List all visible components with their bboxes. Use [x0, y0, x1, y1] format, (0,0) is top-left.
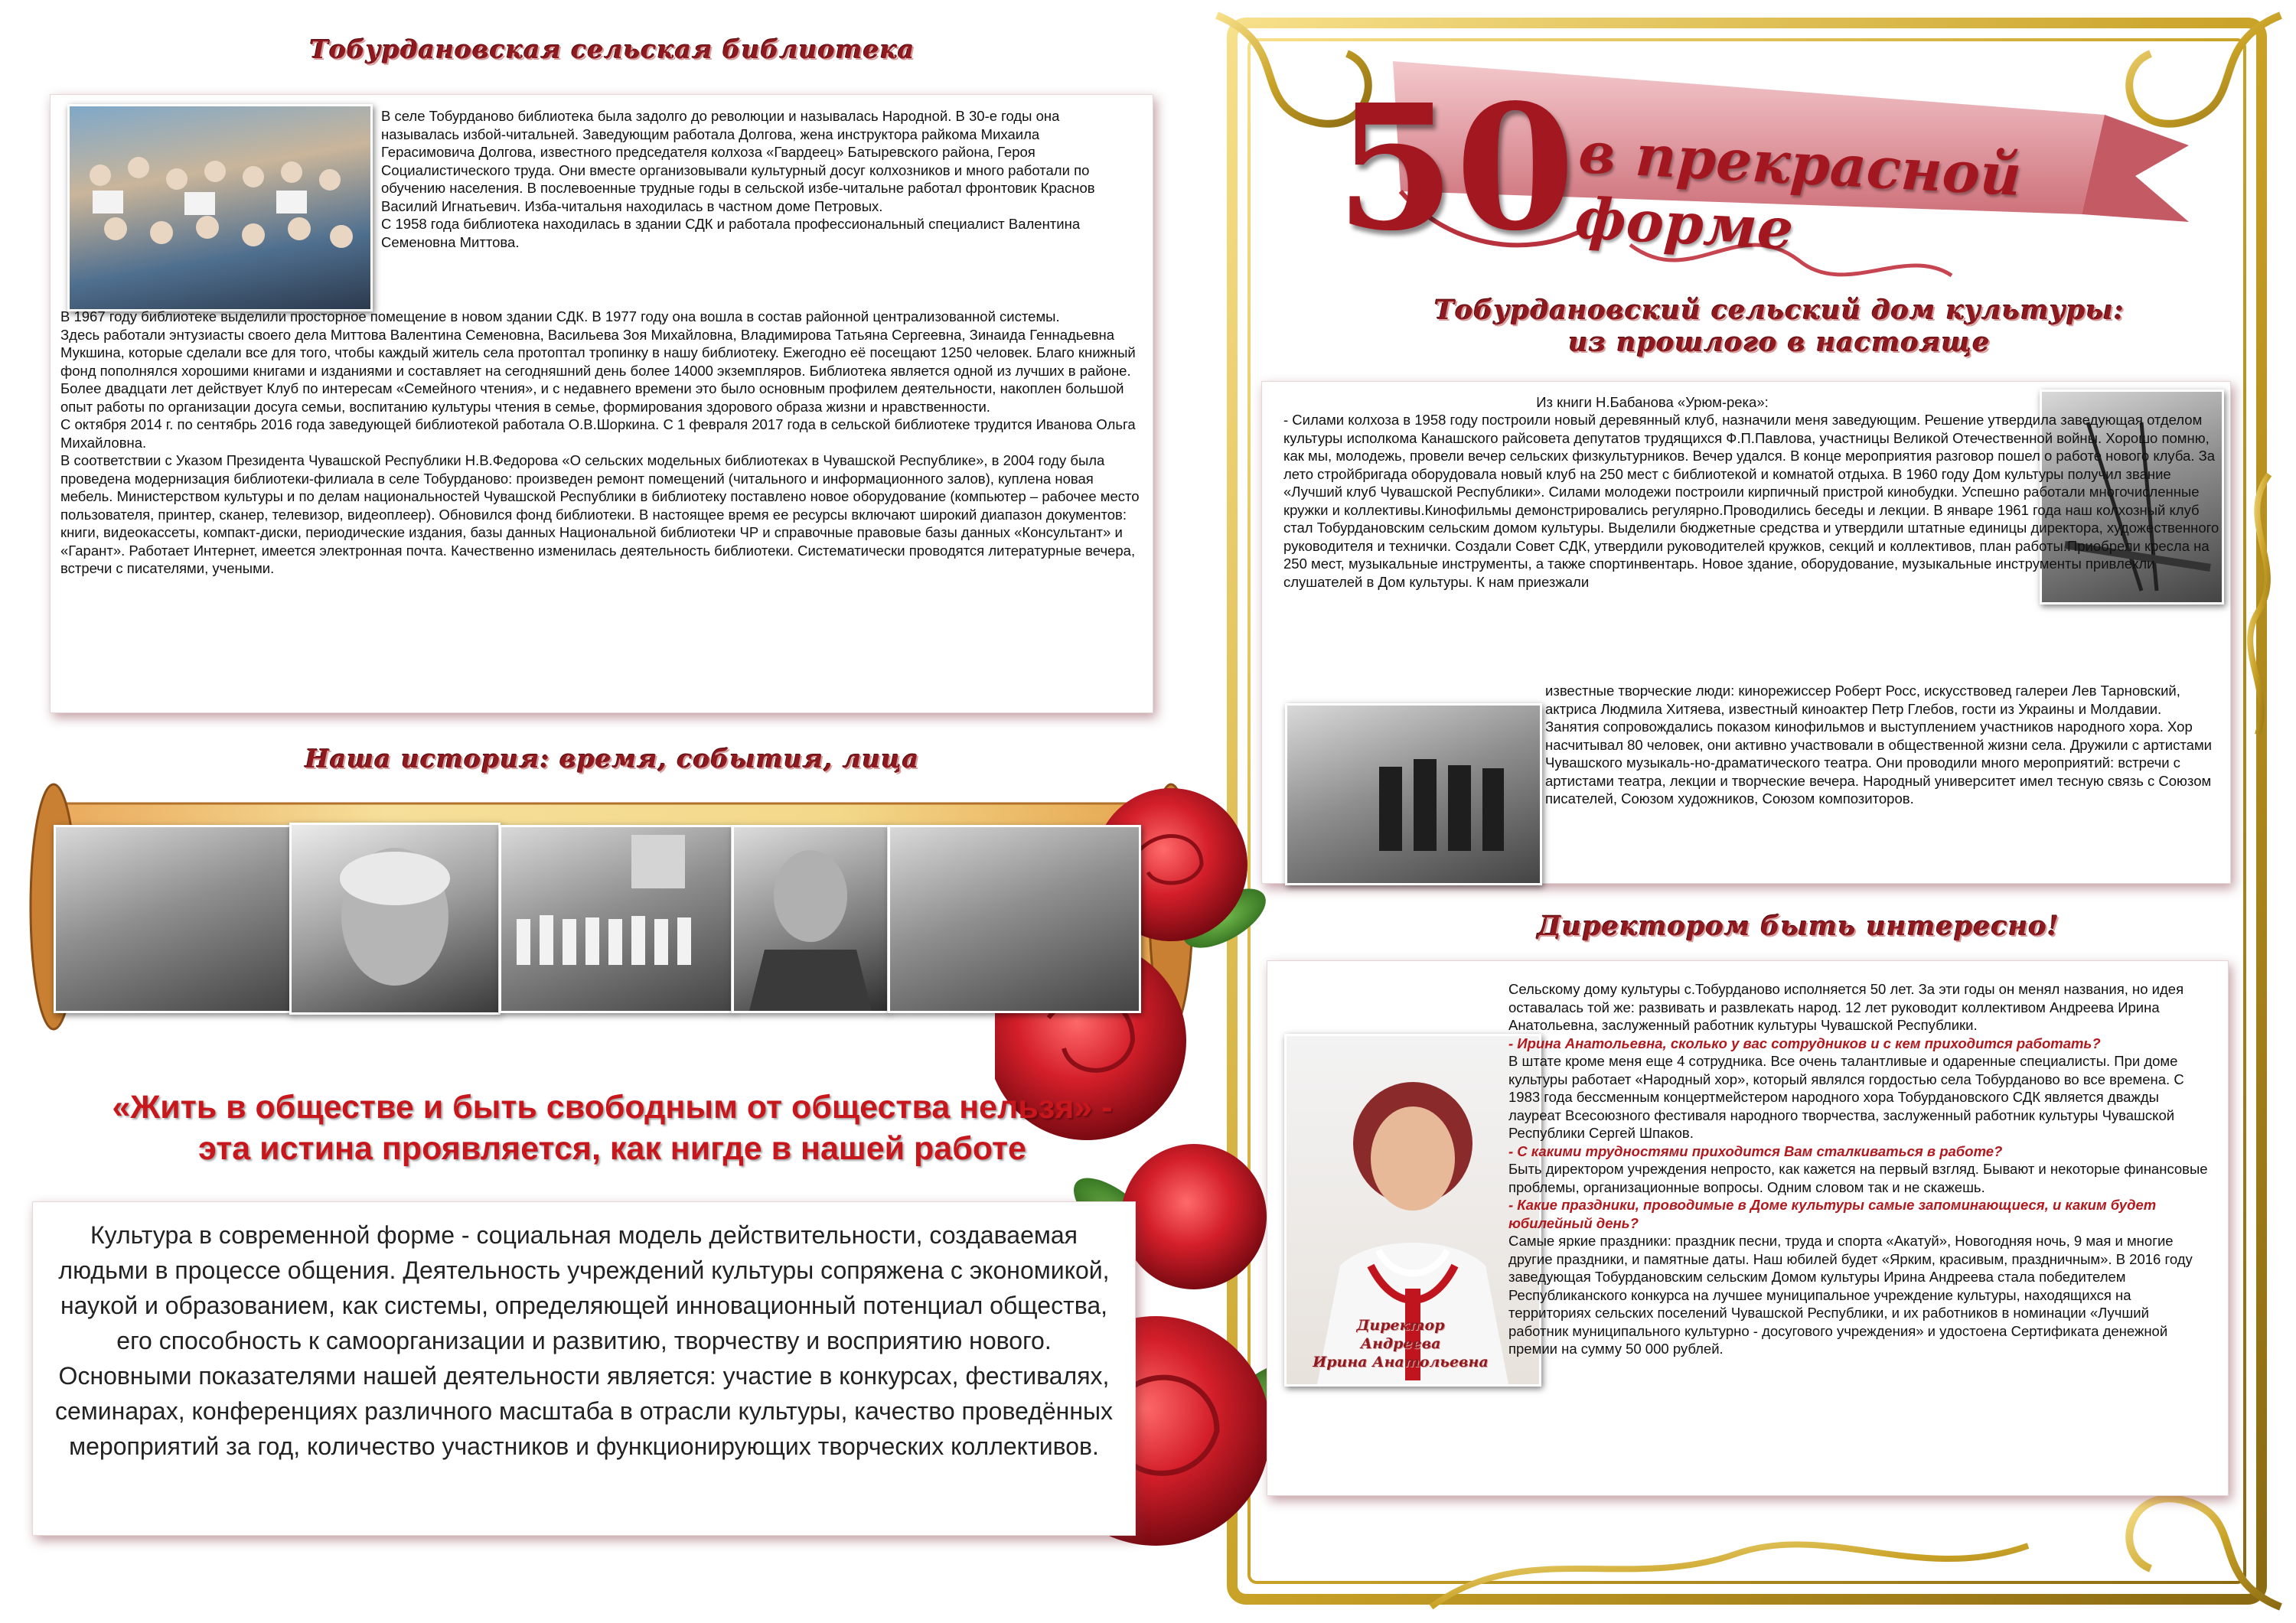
- director-answer-1: В штате кроме меня еще 4 сотрудника. Все очень талантливые и одаренные специалисты. При доме культуры работает «Народный хор», который являлся гордостью села Тобурданово во все времена. С 1983 года бессменным концертмейстером народного хора Тобурдановского СДК является дважды лауреат Всесоюзного фестиваля народного творчества, заслуженный работник культуры Чувашской Республики Сергей Шпаков.: [1508, 1053, 2184, 1141]
- director-caption-line-2: Андреева: [1360, 1335, 1441, 1352]
- library-text-bottom: [60, 308, 1143, 578]
- house-text-b: известные творческие люди: кинорежиссер Роберт Росс, искусствовед галереи Лев Тарновский, актриса Людмила Хитяева, известный киноактер Петр Глебов, гости из Украины и Молдавии. Занятия сопровождались показом кинофильмов и выступлением участников народного хора. Хор насчитывал 80 человек, они активно участвовали в общественной жизни села. Дружили с артистами Чувашского музыкаль-но-драматического театра. Они проводили много мероприятий: встречи с артистами театра, лекции и творческие вечера. Народный университет имел тесную связь с Союзом писателей, Союзом художников, Союзом композиторов.: [1545, 683, 2212, 807]
- director-question-1: - Ирина Анатольевна, сколько у вас сотрудников и с кем приходится работать?: [1508, 1035, 2101, 1051]
- director-answer-3: Самые яркие праздники: праздник песни, труда и спорта «Акатуй», Новогодняя ночь, 9 мая и многие другие праздники, и памятные даты. Наш юбилей будет «Ярким, красивым, праздничным». В 2016 году заведующая Тобурдановским сельским Домом культуры Ирина Андреева стала победителем Республиканского конкурса на лучшее муниципальное учреждение культуры, находящихся на территориях сельских поселений Чувашской Республики, и их работников в номинации «Лучший работник муниципального культурно - досугового учреждения» и удостоена Сертификата денежной премии на сумму 50 000 рублей.: [1508, 1233, 2193, 1357]
- house-heading-line-1: Тобурдановский сельский дом культуры:: [1434, 295, 2125, 326]
- library-card: [50, 94, 1153, 713]
- director-heading: Директором быть интересно!: [1537, 911, 2060, 942]
- library-paragraph: В селе Тобурданово библиотека была задолго до революции и называлась Народной. В 30-е годы она называлась избой-читальней. Заведующим работала Долгова, жена инструктора райкома Михаила Герасимовича Долгова, известного председателя колхоза «Гвардеец» Батыревского района, Героя Социалистического труда. Они вместе организовывали культурный досуг колхозников и много работали по обучению населения. В послевоенные трудные годы в сельской избе-читальне работал фронтовик Краснов Василий Игнатьевич. Изба-читальня находилась в частном доме Петровых.: [381, 108, 1095, 214]
- library-paragraph: С 1958 года библиотека находилась в здании СДК и работала профессиональный специалист Валентина Семеновна Миттова.: [381, 216, 1081, 250]
- director-card: [1267, 960, 2229, 1496]
- library-paragraph: В 1967 году библиотеке выделили просторное помещение в новом здании СДК. В 1977 году она вошла в состав районной централизованной системы.: [60, 308, 1060, 324]
- director-caption-line-1: Директор: [1356, 1317, 1445, 1334]
- library-paragraph: В соответствии с Указом Президента Чувашской Республики Н.В.Федорова «О сельских модельных библиотеках в Чувашской Республике», в 2004 году была проведена модернизация библиотеки-филиала в селе Тобурданово: произведен ремонт помещений (читального и информационного залов), куплена новая мебель. Министерством культуры и по делам национальностей Чувашской Республики в библиотеку поставлено новое оборудование (компьютер – рабочее место пользователя, принтер, сканер, телевизор, видеоплеер). Обновился фонд библиотеки. В настоящее время ее ресурсы включают широкий диапазон документов: книги, видеокассеты, компакт-диски, периодические издания, базы данных Национальной библиотеки ЧР и справочные правовые базы данных «Консультант» и «Гарант». Работает Интернет, имеется электронная почта. Качественно изменилась деятельность библиотеки. Систематически проводятся литературные вечера, встречи с писателями, учеными.: [60, 452, 1140, 576]
- director-caption-line-3: Ирина Анатольевна: [1313, 1354, 1489, 1370]
- library-heading: Тобурдановская сельская библиотека: [309, 34, 915, 64]
- culture-text: Культура в современной форме - социальная модель действительности, создаваемая людьми в процессе общения. Деятельность учреждений культуры сопряжена с экономикой, наукой и образованием, как системы, определяющей инновационный потенциал общества, его способность к самоорганизации и развитию, творчеству и восприятию нового. Основными показателями нашей деятельности является: участие в конкурсах, фестивалях, семинарах, конференциях различного масштаба в отрасли культуры, качество проведённых мероприятий за год, количество участников и функционирующих творческих коллективов.: [54, 1221, 1113, 1460]
- quote-line-2: эта истина проявляется, как нигде в нашей работе: [198, 1130, 1026, 1167]
- history-photo-choir: [499, 825, 733, 1013]
- anniversary-script: в прекрасной форме: [1573, 119, 2024, 263]
- history-photo-crowd: [888, 825, 1141, 1013]
- house-card: [1261, 381, 2231, 884]
- director-intro: Сельскому дому культуры с.Тобурданово исполняется 50 лет. За эти годы он менял названия, но идея оставалась той же: развивать и развлекать народ. 12 лет руководит коллективом Андреева Ирина Анатольевна, заслуженный работник культуры Чувашской Республики.: [1508, 981, 2184, 1033]
- library-paragraph: Здесь работали энтузиасты своего дела Миттова Валентина Семеновна, Васильева Зоя Михайловна, Владимирова Татьяна Сергеевна, Зинаида Геннадьевна Мукшина, которые сделали все для того, чтобы каждый житель села протоптал тропинку в нашу библиотеку. Ежегодно её посещают 1250 человек. Благо книжный фонд пополнялся хорошими книгами и изданиями и составляет на сегодняшний день более 14000 экземпляров. Библиотека является одной из лучших в районе. Более двадцати лет действует Клуб по интересам «Семейного чтения», и с недавнего времени это было основным профилем деятельности, накоплен большой опыт работы по организации досуга семьи, воспитанию культуры чтения в семье, формирования здорового образа жизни и нравственности.: [60, 326, 1136, 415]
- history-heading: Наша история: время, события, лица: [305, 744, 920, 774]
- quote-block: [54, 1087, 1171, 1169]
- anniversary-number: 50: [1336, 67, 1576, 269]
- history-photo-portrait-man: [732, 825, 889, 1013]
- library-children-photo: [67, 104, 373, 311]
- house-text-a: - Силами колхоза в 1958 году построили новый деревянный клуб, назначили меня заведующим. Решение утвердила заведующая отделом культуры исполкома Канашского райсовета депутатов трудящихся Ф.П.Павлова, участницы Великой Отечественной войны. Хорошо помню, как мы, молодежь, провели вечер сельских физкультурников. Вечер удался. В конце мероприятия разговор пошел о работе нового клуба. За лето стройбригада оборудовала новый клуб на 250 мест с библиотекой и комнатой отдыха. В 1960 году Дом культуры получил звание «Лучший клуб Чувашской Республики». Силами молодежи построили кирпичный пристрой кинобудки. Успешно работали многочисленные кружки и коллективы.Кинофильмы демонстрировались регулярно.Проводились беседы и лекции. В январе 1961 года наш колхозный клуб стал Тобурдановским сельским домом культуры. Выделили бюджетные средства и утвердили штатные единицы директора, художественного руководителя и технички. Создали Совет СДК, утвердили руководителей кружков, секций и коллективов, план работы.Приобрели кресла на 250 мест, музыкальные инструменты, а также спортинвентарь. Новое здание, оборудование, музыкальные инструменты привлекли слушателей в Дом культуры. К нам приезжали: [1283, 412, 2219, 590]
- house-source: Из книги Н.Бабанова «Урюм-река»:: [1536, 394, 1769, 410]
- history-photo-portrait-elder: [289, 823, 501, 1015]
- director-question-2: - С какими трудностями приходится Вам сталкиваться в работе?: [1508, 1142, 2003, 1159]
- director-caption-text: [1293, 1316, 1508, 1371]
- director-text: [1508, 980, 2213, 1358]
- house-workers-photo: [1285, 703, 1542, 885]
- library-paragraph: С октября 2014 г. по сентябрь 2016 года заведующей библиотекой работала О.В.Шоркина. С 1 февраля 2017 года в сельской библиотеке трудится Иванова Ольга Михайловна.: [60, 416, 1136, 451]
- culture-card: [32, 1201, 1136, 1536]
- director-answer-2: Быть директором учреждения непросто, как кажется на первый взгляд. Бывают и некоторые финансовые проблемы, организационные вопросы. Одним словом так и не скажешь.: [1508, 1161, 2208, 1195]
- library-text-top: [381, 107, 1135, 251]
- director-question-3: - Какие праздники, проводимые в Доме культуры самые запоминающиеся, и каким будет юбилейный день?: [1508, 1197, 2157, 1231]
- house-heading-line-2: из прошлого в настояще: [1568, 327, 1991, 358]
- quote-line-1: «Жить в обществе и быть свободным от общества нельзя» -: [112, 1089, 1113, 1126]
- house-heading: [1263, 295, 2296, 359]
- history-photo-children: [54, 825, 292, 1013]
